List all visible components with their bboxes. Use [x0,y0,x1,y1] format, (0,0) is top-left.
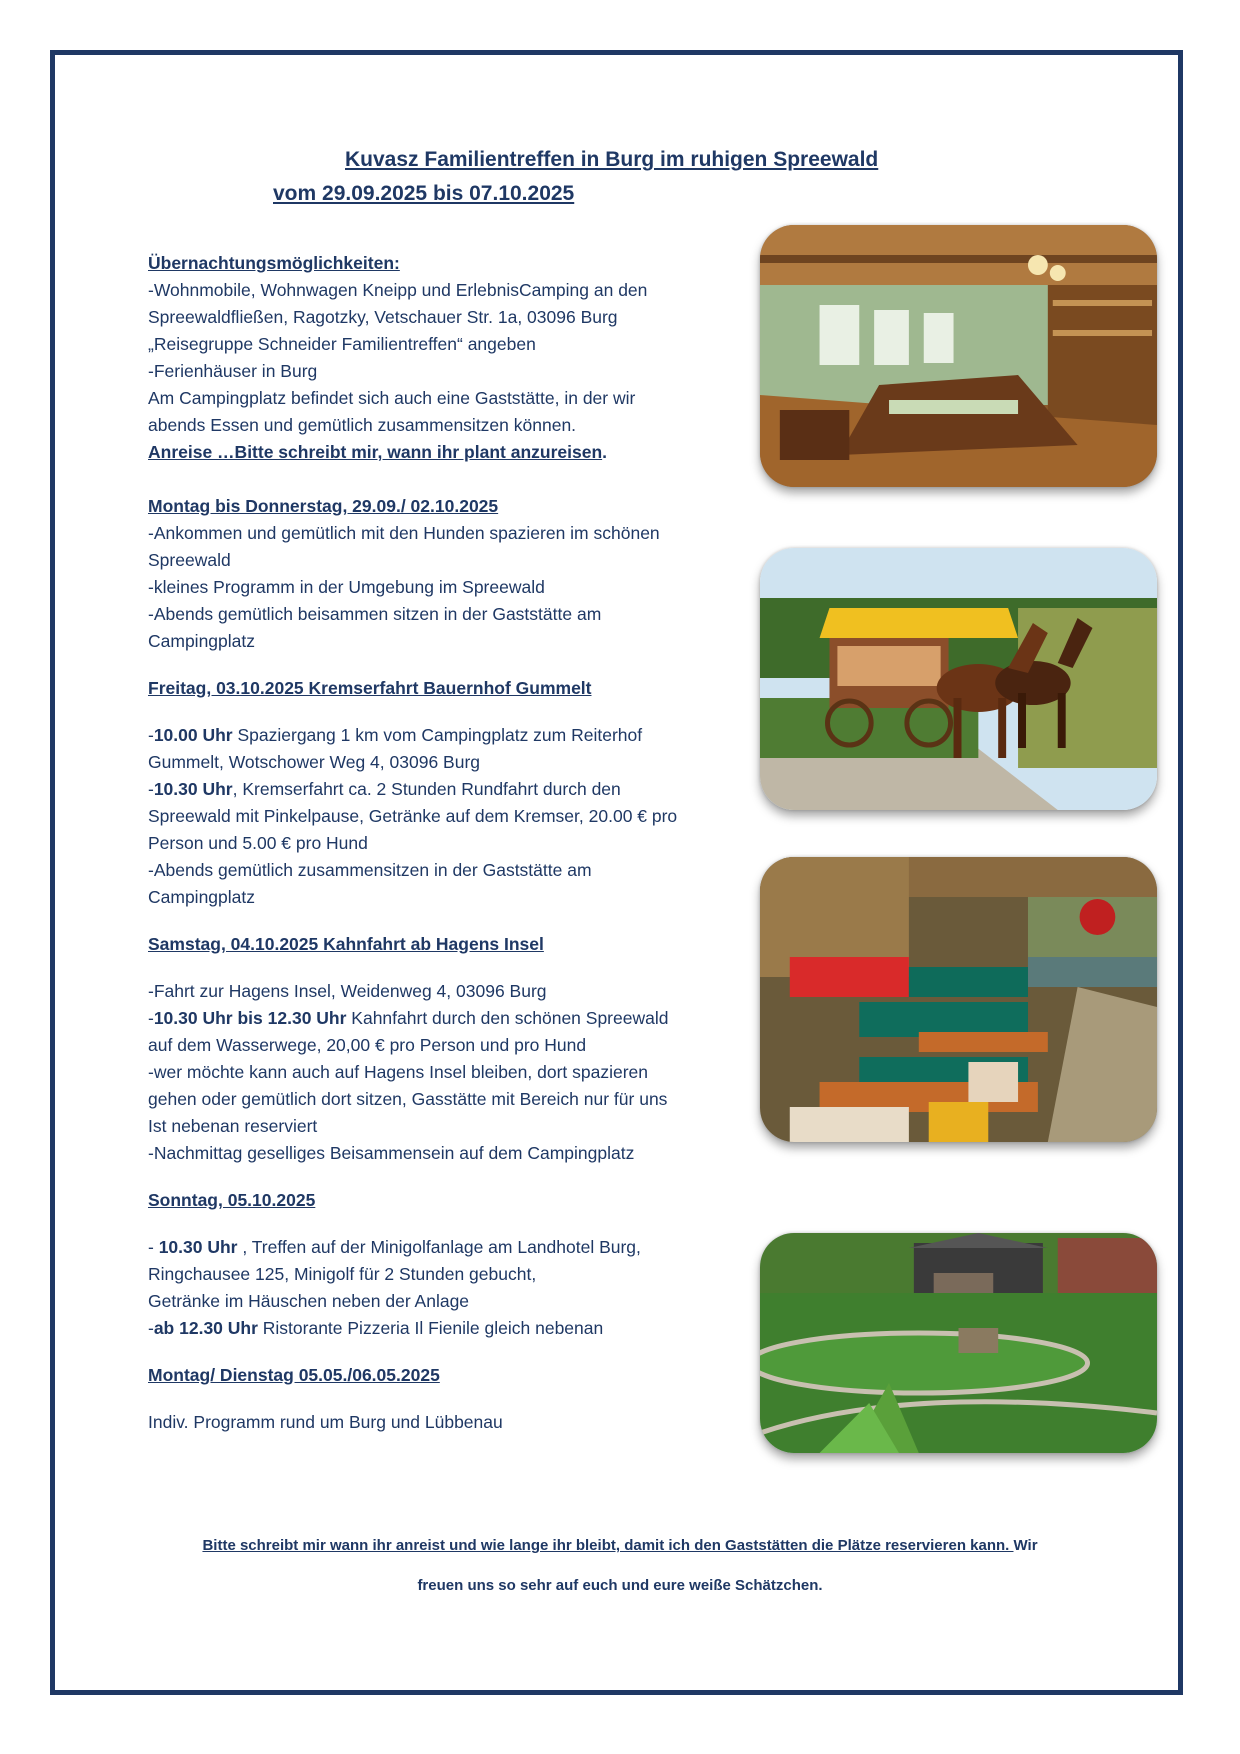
restaurant-interior-photo [760,225,1157,487]
text-line: Ringchausee 125, Minigolf für 2 Stunden gebucht, [148,1264,537,1284]
text-line: Person und 5.00 € pro Hund [148,833,368,853]
arrival-period: . [602,442,608,462]
boat-tables-photo [760,857,1157,1142]
schedule-item: -10.30 Uhr bis 12.30 Uhr Kahnfahrt durch den schönen Spreewald [148,1008,669,1028]
text-line: Spreewaldfließen, Ragotzky, Vetschauer Str. 1a, 03096 Burg [148,307,618,327]
text-line: Spreewald [148,550,231,570]
text-line: Am Campingplatz befindet sich auch eine Gaststätte, in der wir [148,388,636,408]
page-subtitle-dates: vom 29.09.2025 bis 07.10.2025 [273,182,575,205]
page-title: Kuvasz Familientreffen in Burg im ruhigen Spreewald [345,148,879,171]
section-heading-friday: Freitag, 03.10.2025 Kremserfahrt Bauernhof Gummelt [148,678,592,698]
arrival-note [148,439,738,466]
text-line: Spreewald mit Pinkelpause, Getränke auf dem Kremser, 20.00 € pro [148,806,678,826]
section-heading-mon-thu: Montag bis Donnerstag, 29.09./ 02.10.2025 [148,496,499,516]
time-label: 10.30 Uhr [153,779,233,799]
footer-closing: freuen uns so sehr auf euch und eure weiße Schätzchen. [417,1577,823,1594]
text-line: „Reisegruppe Schneider Familientreffen“ angeben [148,334,536,354]
text-line: abends Essen und gemütlich zusammensitzen können. [148,415,577,435]
section-heading-sunday: Sonntag, 05.10.2025 [148,1190,316,1210]
text-line: -Ferienhäuser in Burg [148,361,318,381]
footer-note [0,1537,1240,1554]
time-label: ab 12.30 Uhr [153,1318,258,1338]
horse-carriage-photo [760,548,1157,810]
footer-note-rest: Wir [1013,1537,1038,1554]
text-line: -Abends gemütlich beisammen sitzen in der Gaststätte am [148,604,602,624]
main-content [148,250,738,1436]
time-label: 10.00 Uhr [153,725,233,745]
text-line: Ist nebenan reserviert [148,1116,318,1136]
arrival-text: Anreise …Bitte schreibt mir, wann ihr plant anzureisen [148,442,603,462]
time-label: 10.30 Uhr bis 12.30 Uhr [153,1008,347,1028]
text-line: gehen oder gemütlich dort sitzen, Gasstätte mit Bereich nur für uns [148,1089,668,1109]
schedule-item: - 10.30 Uhr , Treffen auf der Minigolfanlage am Landhotel Burg, [148,1237,641,1257]
text-line: Campingplatz [148,887,255,907]
section-heading-overnight: Übernachtungsmöglichkeiten: [148,253,400,273]
schedule-item: -10.30 Uhr, Kremserfahrt ca. 2 Stunden Rundfahrt durch den [148,779,621,799]
text-line: -Ankommen und gemütlich mit den Hunden spazieren im schönen [148,523,660,543]
section-heading-saturday: Samstag, 04.10.2025 Kahnfahrt ab Hagens Insel [148,934,544,954]
text-line: -Nachmittag geselliges Beisammensein auf dem Campingplatz [148,1143,635,1163]
time-label: 10.30 Uhr [158,1237,238,1257]
section-heading-mon-tue: Montag/ Dienstag 05.05./06.05.2025 [148,1365,440,1385]
footer-note-underlined: Bitte schreibt mir wann ihr anreist und wie lange ihr bleibt, damit ich den Gaststätten die Plätze reservieren kann. [202,1537,1014,1554]
text-line: -Fahrt zur Hagens Insel, Weidenweg 4, 03096 Burg [148,981,547,1001]
schedule-item: -ab 12.30 Uhr Ristorante Pizzeria Il Fienile gleich nebenan [148,1318,604,1338]
text-line: Gummelt, Wotschower Weg 4, 03096 Burg [148,752,481,772]
text-line: Getränke im Häuschen neben der Anlage [148,1291,470,1311]
text-line: Campingplatz [148,631,255,651]
schedule-item: -10.00 Uhr Spaziergang 1 km vom Campingplatz zum Reiterhof [148,725,643,745]
minigolf-photo [760,1233,1157,1453]
text-line: -kleines Programm in der Umgebung im Spreewald [148,577,545,597]
text-line: auf dem Wasserwege, 20,00 € pro Person und pro Hund [148,1035,587,1055]
text-line: -Wohnmobile, Wohnwagen Kneipp und ErlebnisCamping an den [148,280,648,300]
text-line: -wer möchte kann auch auf Hagens Insel bleiben, dort spazieren [148,1062,649,1082]
text-line: -Abends gemütlich zusammensitzen in der Gaststätte am [148,860,592,880]
text-line: Indiv. Programm rund um Burg und Lübbenau [148,1412,503,1432]
